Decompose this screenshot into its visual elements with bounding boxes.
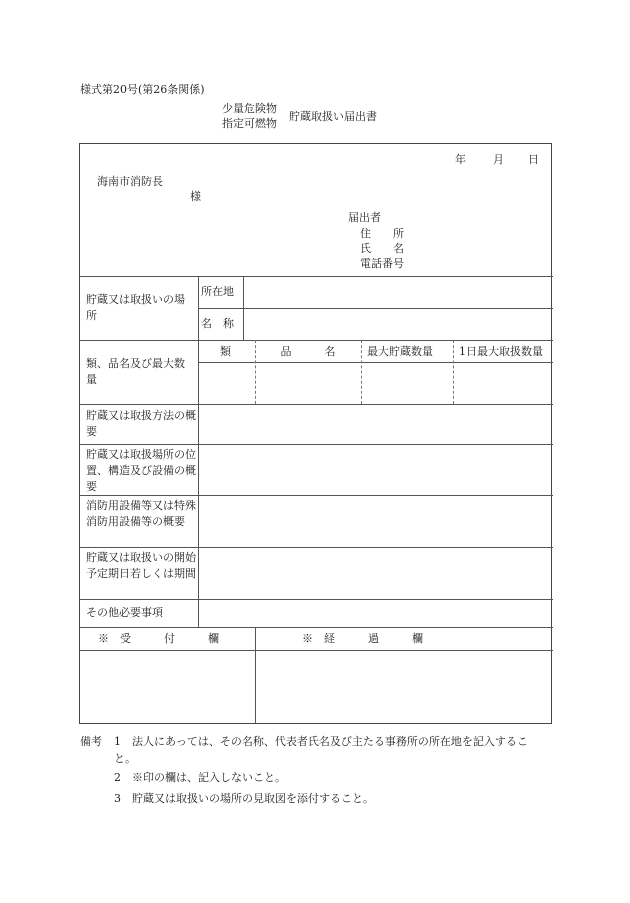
note-text: と。 <box>114 752 136 765</box>
date-year: 年 <box>455 153 466 166</box>
divider <box>80 404 553 405</box>
column-product-name: 品 名 <box>280 345 336 358</box>
note-number: 3 <box>114 792 121 805</box>
date-day: 日 <box>528 153 539 166</box>
name-label: 氏 名 <box>360 242 404 255</box>
note-number: 1 <box>114 735 121 748</box>
divider <box>198 308 553 309</box>
date-month: 月 <box>493 153 504 166</box>
note-text: 法人にあっては、その名称、代表者氏名及び主たる事務所の所在地を記入するこ <box>132 735 528 748</box>
divider <box>80 340 553 341</box>
divider <box>80 276 553 277</box>
form-number: 様式第20号(第26条関係) <box>80 83 205 96</box>
notifier-label: 届出者 <box>348 211 381 224</box>
column-separator <box>453 340 454 404</box>
column-separator <box>361 340 362 404</box>
phone-label: 電話番号 <box>360 257 404 270</box>
note-text: ※印の欄は、記入しないこと。 <box>132 771 286 784</box>
address-label: 住 所 <box>360 227 404 240</box>
divider <box>255 627 256 724</box>
honorific: 様 <box>190 190 201 203</box>
place-name-label: 名 称 <box>201 317 234 330</box>
column-max-storage: 最大貯蔵数量 <box>367 345 433 358</box>
title-line-1: 少量危険物 <box>222 102 277 115</box>
divider <box>243 276 244 340</box>
notification-form <box>79 143 552 724</box>
facility-label: 貯蔵又は取扱場所の位置、構造及び設備の概要 <box>86 448 196 493</box>
location-label: 所在地 <box>201 285 234 298</box>
period-label: 貯蔵又は取扱いの開始予定期日若しくは期間 <box>86 551 196 580</box>
fire-equipment-label: 消防用設備等又は特殊消防用設備等の概要 <box>86 499 196 528</box>
divider <box>80 547 553 548</box>
title-line-2: 指定可燃物 <box>222 117 277 130</box>
receipt-column-heading: ※ 受 付 欄 <box>98 632 219 645</box>
note-text: 貯蔵又は取扱いの場所の見取図を添付すること。 <box>132 792 374 805</box>
divider <box>80 627 553 628</box>
other-matters-label: その他必要事項 <box>86 606 163 619</box>
progress-column-heading: ※ 経 過 欄 <box>302 632 423 645</box>
divider <box>80 650 553 651</box>
column-separator <box>255 340 256 404</box>
divider <box>198 276 199 627</box>
divider <box>80 444 553 445</box>
divider <box>80 495 553 496</box>
method-label: 貯蔵又は取扱方法の概要 <box>86 409 196 438</box>
storage-place-label: 貯蔵又は取扱いの場所 <box>86 293 185 322</box>
note-number: 2 <box>114 771 121 784</box>
document-title: 貯蔵取扱い届出書 <box>289 110 377 123</box>
notes-heading: 備考 <box>80 735 102 748</box>
addressee: 海南市消防長 <box>97 175 163 188</box>
column-kind: 類 <box>220 345 231 358</box>
column-max-daily-handling: 1日最大取扱数量 <box>459 345 543 358</box>
kind-name-quantity-label: 類、品名及び最大数量 <box>86 357 185 386</box>
divider <box>80 599 553 600</box>
divider <box>198 362 553 363</box>
